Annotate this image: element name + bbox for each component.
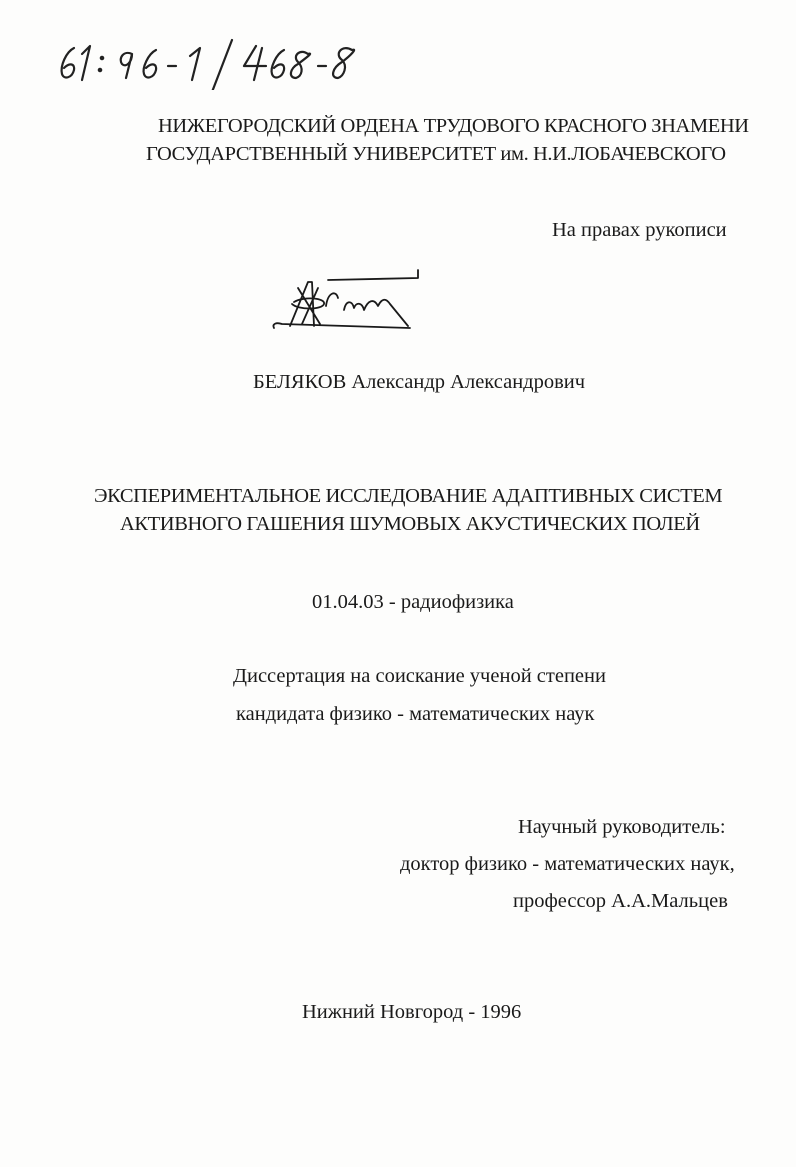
dissertation-title-line-2: АКТИВНОГО ГАШЕНИЯ ШУМОВЫХ АКУСТИЧЕСКИХ ПОЛЕЙ [120,513,700,535]
specialty-code: 01.04.03 - радиофизика [312,591,514,613]
place-year: Нижний Новгород - 1996 [302,1001,522,1023]
supervisor-degree: доктор физико - математических наук, [400,853,735,875]
institution-line-1: НИЖЕГОРОДСКИЙ ОРДЕНА ТРУДОВОГО КРАСНОГО ЗНАМЕНИ [158,115,749,137]
institution-line-2: ГОСУДАРСТВЕННЫЙ УНИВЕРСИТЕТ им. Н.И.ЛОБАЧЕВСКОГО [146,143,726,165]
degree-line-1: Диссертация на соискание ученой степени [233,665,606,687]
dissertation-title-line-1: ЭКСПЕРИМЕНТАЛЬНОЕ ИССЛЕДОВАНИЕ АДАПТИВНЫХ СИСТЕМ [94,485,723,507]
manuscript-rights: На правах рукописи [552,219,727,241]
handwritten-archive-code [52,10,382,90]
degree-line-2: кандидата физико - математических наук [236,703,595,725]
author-name: БЕЛЯКОВ Александр Александрович [253,371,586,393]
author-signature [268,268,428,334]
supervisor-name: профессор А.А.Мальцев [513,890,728,912]
supervisor-label: Научный руководитель: [518,816,726,838]
